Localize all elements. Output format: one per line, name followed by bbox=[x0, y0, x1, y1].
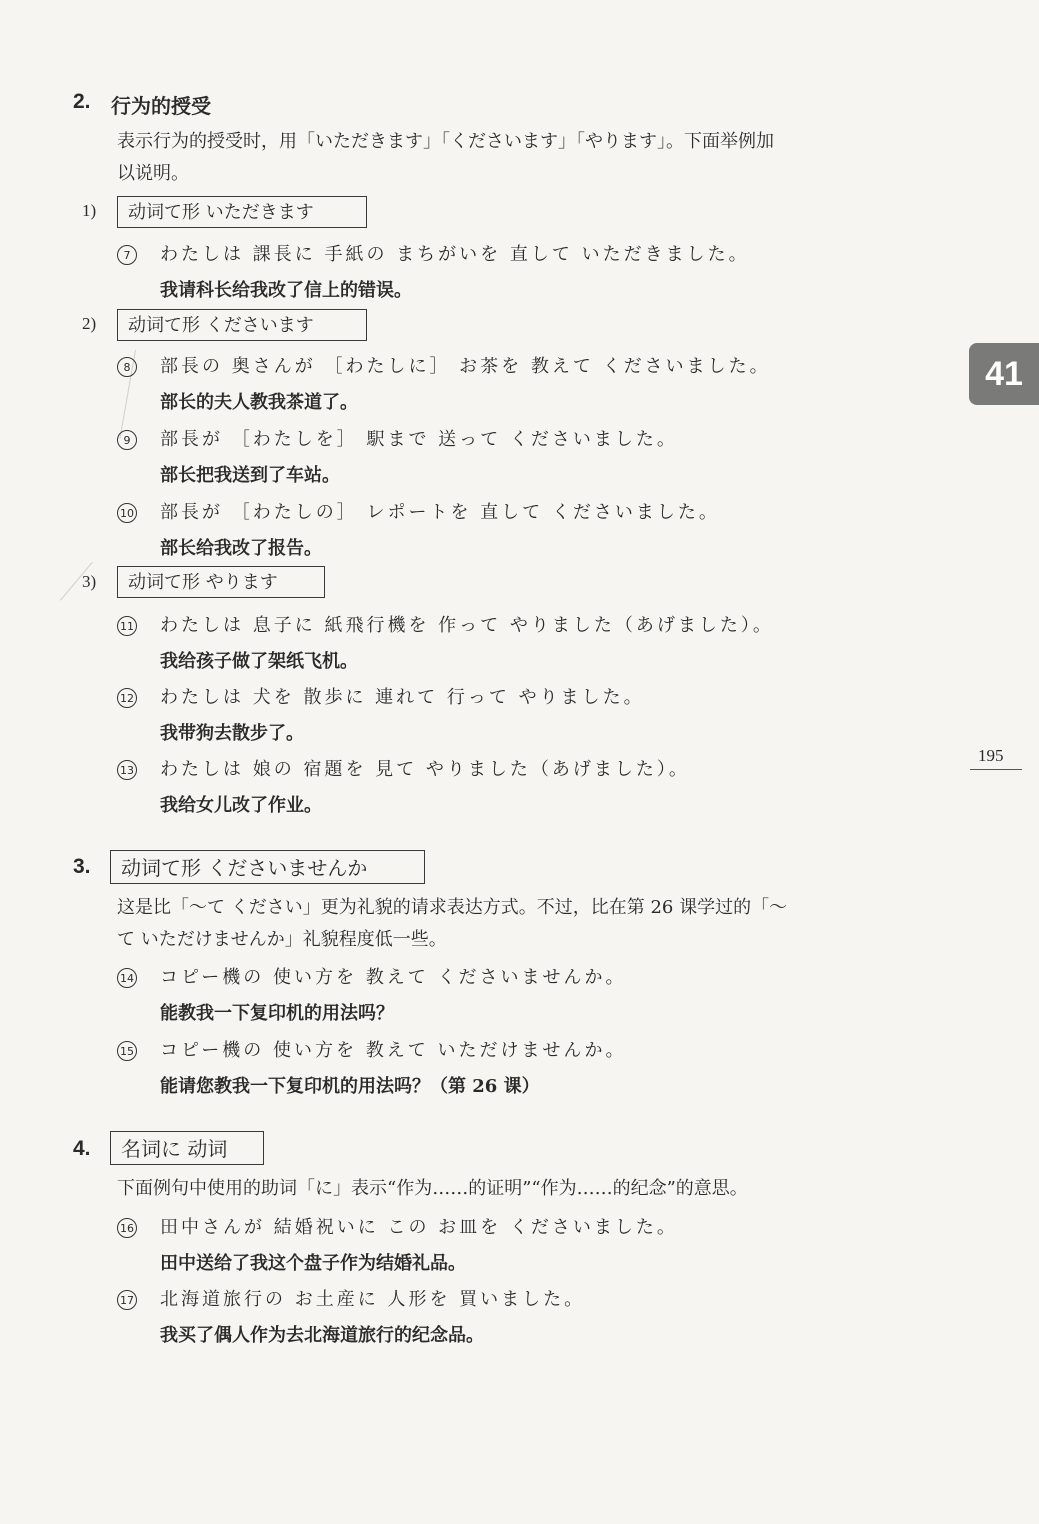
example-number-15: 15 bbox=[117, 1041, 137, 1061]
example-number-16: 16 bbox=[117, 1218, 137, 1238]
page-number: 195 bbox=[978, 746, 1004, 765]
example-number-9: 9 bbox=[117, 430, 137, 450]
subsection-3-box: 动词て形 やります bbox=[117, 566, 325, 598]
example-15-japanese: コピー機の 使い方を 教えて いただけませんか。 bbox=[160, 1040, 627, 1061]
section-3-intro-line2: て いただけませんか」礼貌程度低一些。 bbox=[117, 929, 447, 950]
section-4-box: 名词に 动词 bbox=[110, 1131, 264, 1165]
example-number-10: 10 bbox=[117, 503, 137, 523]
example-number-17: 17 bbox=[117, 1290, 137, 1310]
example-13-japanese: わたしは 娘の 宿題を 見て やりました（あげました）。 bbox=[160, 759, 690, 780]
example-7-chinese: 我请科长给我改了信上的错误。 bbox=[160, 280, 412, 301]
section-3-box: 动词て形 くださいませんか bbox=[110, 850, 425, 884]
example-7-japanese: わたしは 課長に 手紙の まちがいを 直して いただきました。 bbox=[160, 244, 750, 265]
subsection-1-box: 动词て形 いただきます bbox=[117, 196, 367, 228]
example-number-12: 12 bbox=[117, 688, 137, 708]
subsection-1-label: 1) bbox=[82, 201, 97, 220]
section-2-intro-line2: 以说明。 bbox=[117, 163, 189, 184]
example-12-japanese: わたしは 犬を 散歩に 連れて 行って やりました。 bbox=[160, 687, 645, 708]
example-11-chinese: 我给孩子做了架纸飞机。 bbox=[160, 651, 358, 672]
section-2-number: 2. bbox=[73, 90, 91, 113]
example-13-chinese: 我给女儿改了作业。 bbox=[160, 795, 322, 816]
lesson-tab: 41 bbox=[969, 343, 1039, 405]
example-16-japanese: 田中さんが 結婚祝いに この お皿を くださいました。 bbox=[160, 1217, 678, 1238]
example-number-7: 7 bbox=[117, 245, 137, 265]
example-12-chinese: 我带狗去散步了。 bbox=[160, 723, 304, 744]
example-number-14: 14 bbox=[117, 968, 137, 988]
example-number-8: 8 bbox=[117, 357, 137, 377]
subsection-2-label: 2) bbox=[82, 314, 97, 333]
example-16-chinese: 田中送给了我这个盘子作为结婚礼品。 bbox=[160, 1253, 466, 1274]
example-number-11: 11 bbox=[117, 616, 137, 636]
example-11-japanese: わたしは 息子に 紙飛行機を 作って やりました（あげました）。 bbox=[160, 615, 774, 636]
example-14-japanese: コピー機の 使い方を 教えて くださいませんか。 bbox=[160, 967, 627, 988]
section-2-title: 行为的授受 bbox=[111, 94, 211, 118]
example-17-chinese: 我买了偶人作为去北海道旅行的纪念品。 bbox=[160, 1325, 484, 1346]
example-number-13: 13 bbox=[117, 760, 137, 780]
page-number-rule bbox=[970, 769, 1022, 770]
section-3-number: 3. bbox=[73, 855, 91, 878]
example-10-japanese: 部長が ［わたしの］ レポートを 直して くださいました。 bbox=[160, 502, 720, 523]
example-17-japanese: 北海道旅行の お土産に 人形を 買いました。 bbox=[160, 1289, 586, 1310]
example-10-chinese: 部长给我改了报告。 bbox=[160, 538, 322, 559]
section-2-intro-line1: 表示行为的授受时，用「いただきます」「くださいます」「やります」。下面举例加 bbox=[117, 131, 774, 152]
section-4-number: 4. bbox=[73, 1137, 91, 1160]
section-4-intro-line1: 下面例句中使用的助词「に」表示“作为……的证明”“作为……的纪念”的意思。 bbox=[117, 1178, 748, 1199]
example-8-japanese: 部長の 奥さんが ［わたしに］ お茶を 教えて くださいました。 bbox=[160, 356, 771, 377]
example-8-chinese: 部长的夫人教我茶道了。 bbox=[160, 392, 358, 413]
section-3-intro-line1: 这是比「～て ください」更为礼貌的请求表达方式。不过，比在第 26 课学过的「～ bbox=[117, 897, 788, 918]
example-14-chinese: 能教我一下复印机的用法吗？ bbox=[160, 1003, 394, 1024]
example-9-chinese: 部长把我送到了车站。 bbox=[160, 465, 340, 486]
example-9-japanese: 部長が ［わたしを］ 駅まで 送って くださいました。 bbox=[160, 429, 678, 450]
subsection-2-box: 动词て形 くださいます bbox=[117, 309, 367, 341]
example-15-chinese: 能请您教我一下复印机的用法吗？（第 26 课） bbox=[160, 1076, 540, 1097]
subsection-3-label: 3) bbox=[82, 572, 97, 591]
